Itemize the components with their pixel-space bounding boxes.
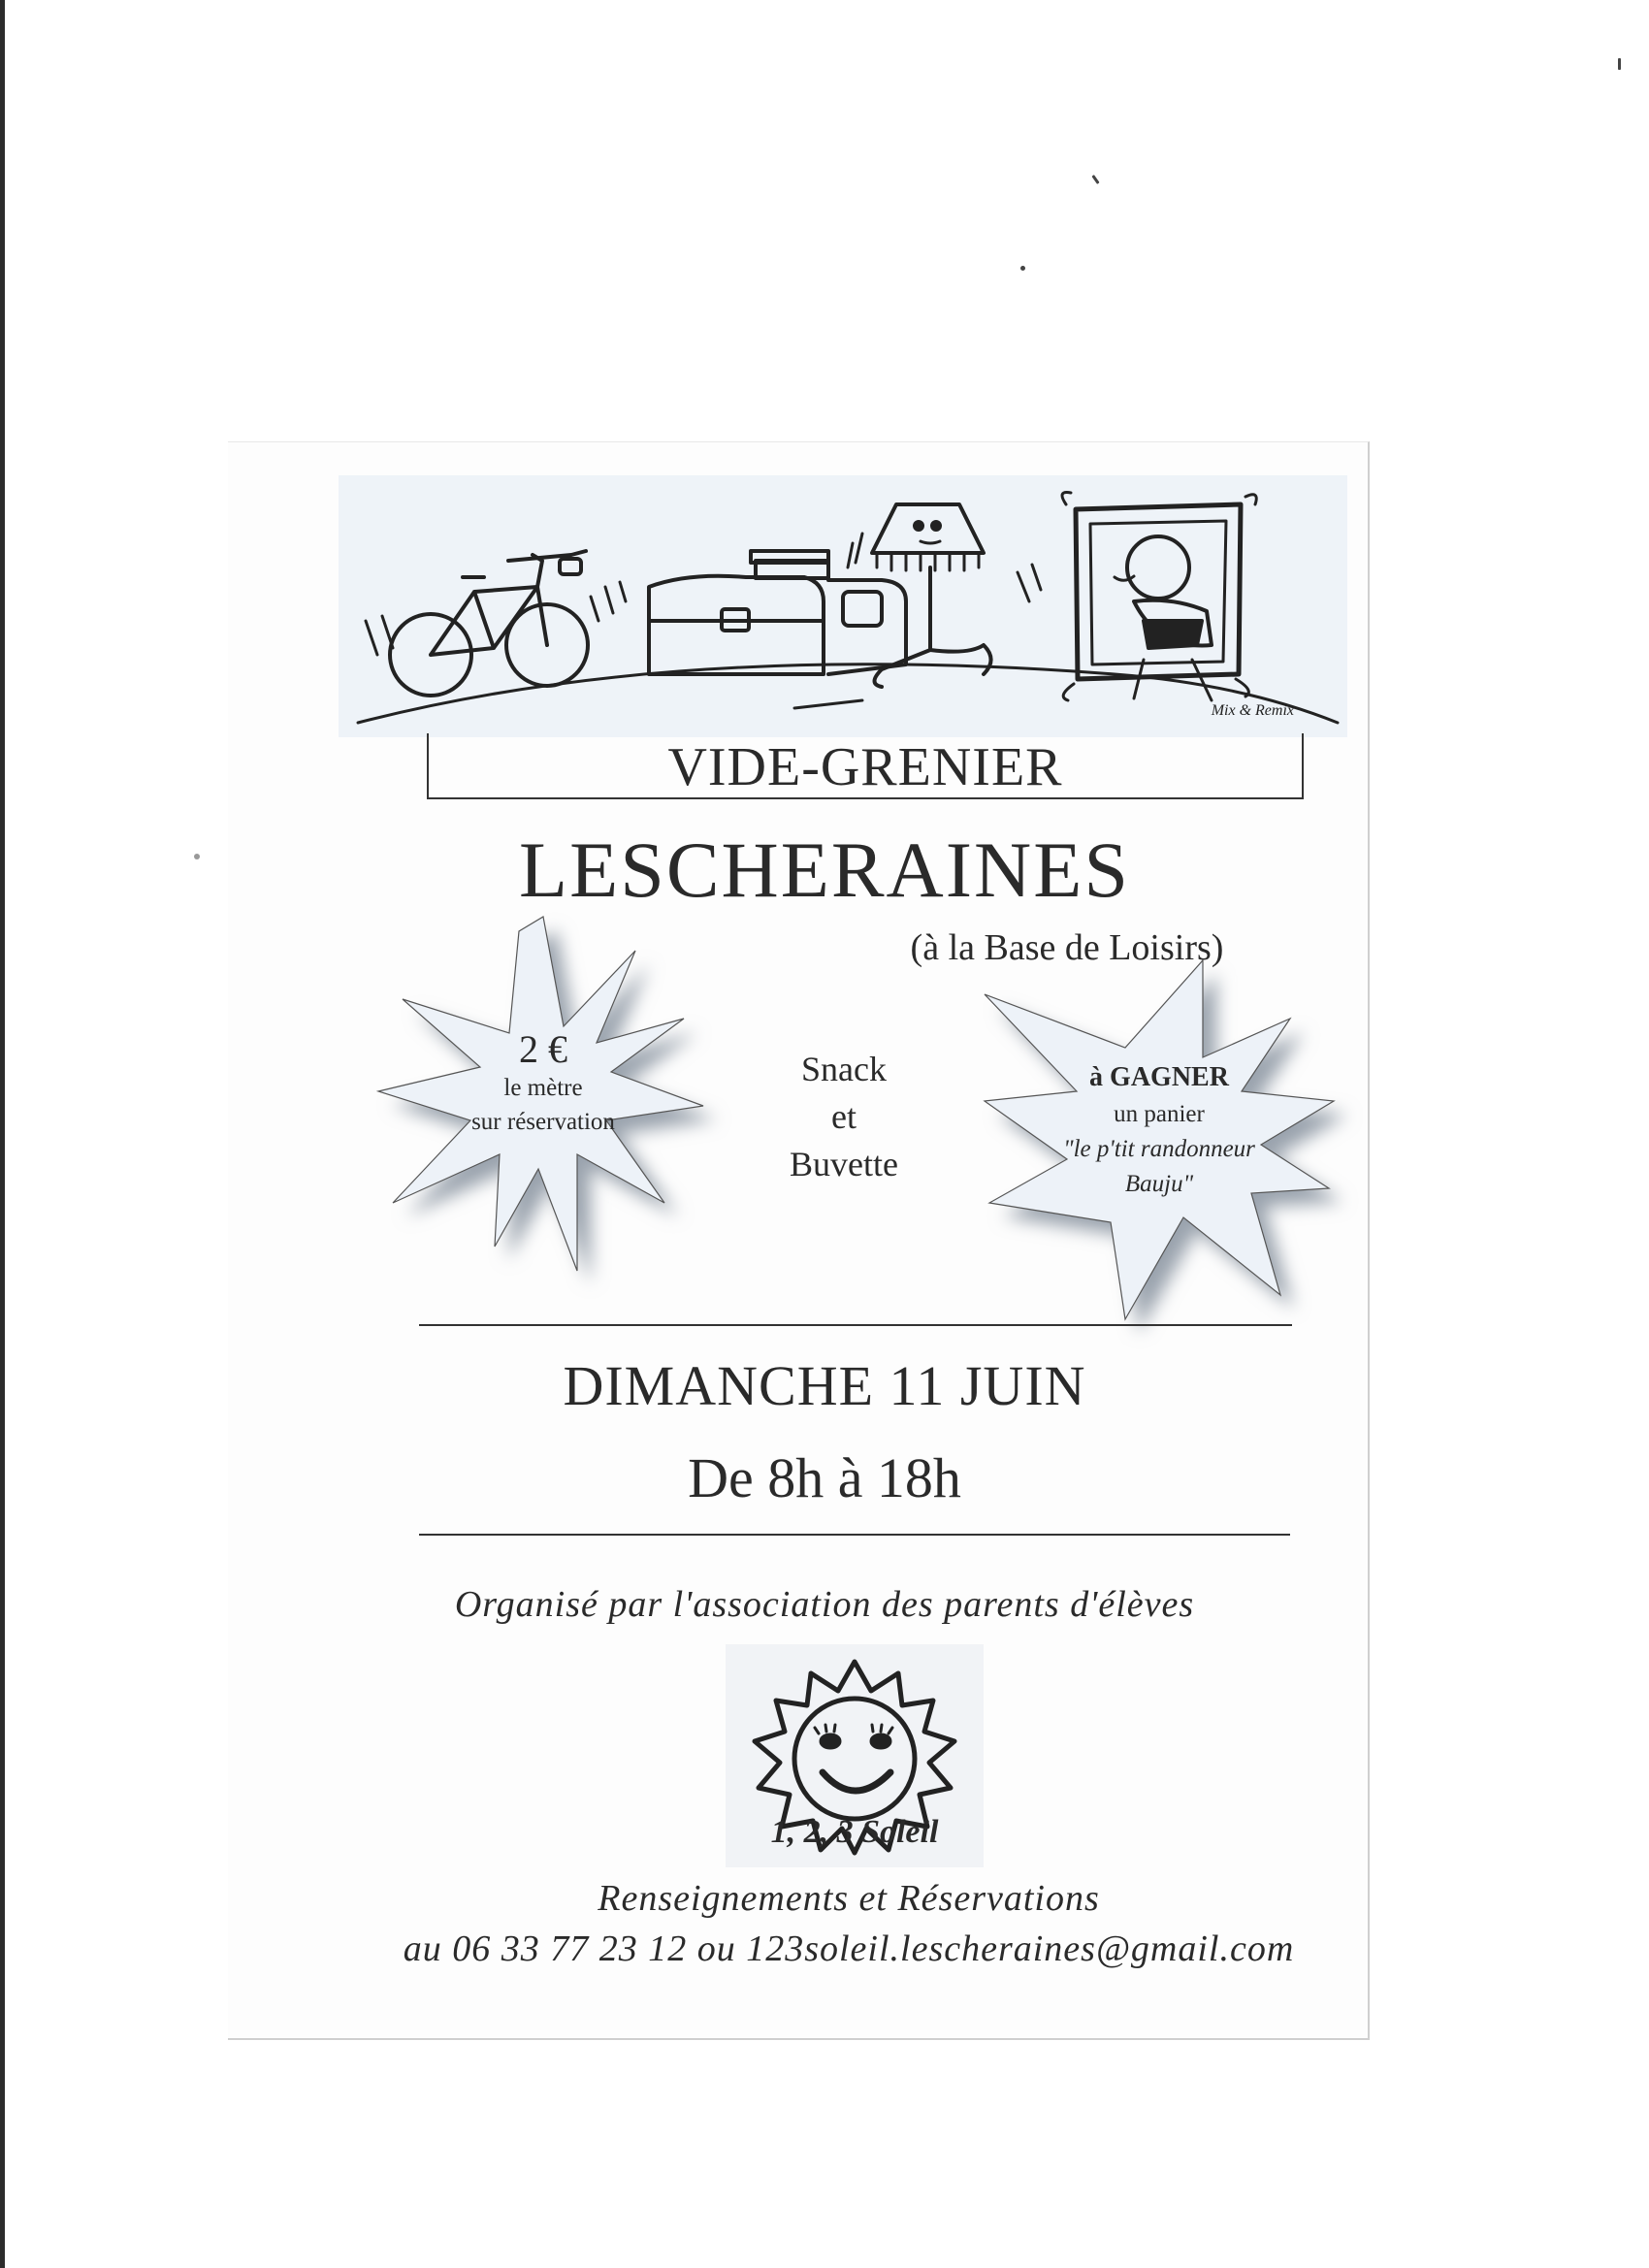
event-hours: De 8h à 18h (688, 1446, 961, 1509)
price-unit: le mètre (503, 1075, 583, 1101)
scan-speck (1091, 175, 1099, 184)
event-title: VIDE-GRENIER (667, 737, 1063, 797)
scan-speck (1618, 58, 1621, 70)
price-condition: sur réservation (471, 1109, 615, 1135)
snack-line: Buvette (790, 1145, 898, 1183)
prize-line: un panier (1114, 1101, 1205, 1127)
banner-illustration (339, 475, 1347, 737)
venue-name: (à la Base de Loisirs) (910, 927, 1224, 968)
organizer-line: Organisé par l'association des parents d'élèves (454, 1584, 1195, 1625)
svg-text:Mix & Remix: Mix & Remix (1211, 702, 1294, 719)
trunk-icon (591, 551, 906, 674)
snack-info (747, 1046, 941, 1188)
price-starburst (373, 912, 713, 1280)
scan-edge (0, 0, 5, 2268)
divider-bottom (419, 1534, 1290, 1536)
prize-starburst (980, 956, 1339, 1324)
event-date: DIMANCHE 11 JUIN (563, 1354, 1086, 1417)
contact-line: au 06 33 77 23 12 ou 123soleil.lescheraines@gmail.com (403, 1928, 1295, 1969)
logo-label: 1, 2, 3 Soleil (770, 1814, 939, 1850)
prize-line: "le p'tit randonneur (1063, 1136, 1255, 1162)
event-title-box (427, 733, 1304, 799)
info-heading: Renseignements et Réservations (598, 1878, 1100, 1919)
prize-line: Bauju" (1124, 1171, 1194, 1197)
bicycle-icon (366, 551, 588, 696)
snack-line: et (831, 1097, 857, 1136)
prize-title: à GAGNER (1089, 1062, 1229, 1092)
price-value: 2 € (519, 1027, 567, 1071)
scan-speck (1020, 266, 1025, 271)
divider-top (419, 1324, 1292, 1326)
city-name: LESCHERAINES (519, 826, 1130, 914)
snack-line: Snack (801, 1050, 887, 1088)
